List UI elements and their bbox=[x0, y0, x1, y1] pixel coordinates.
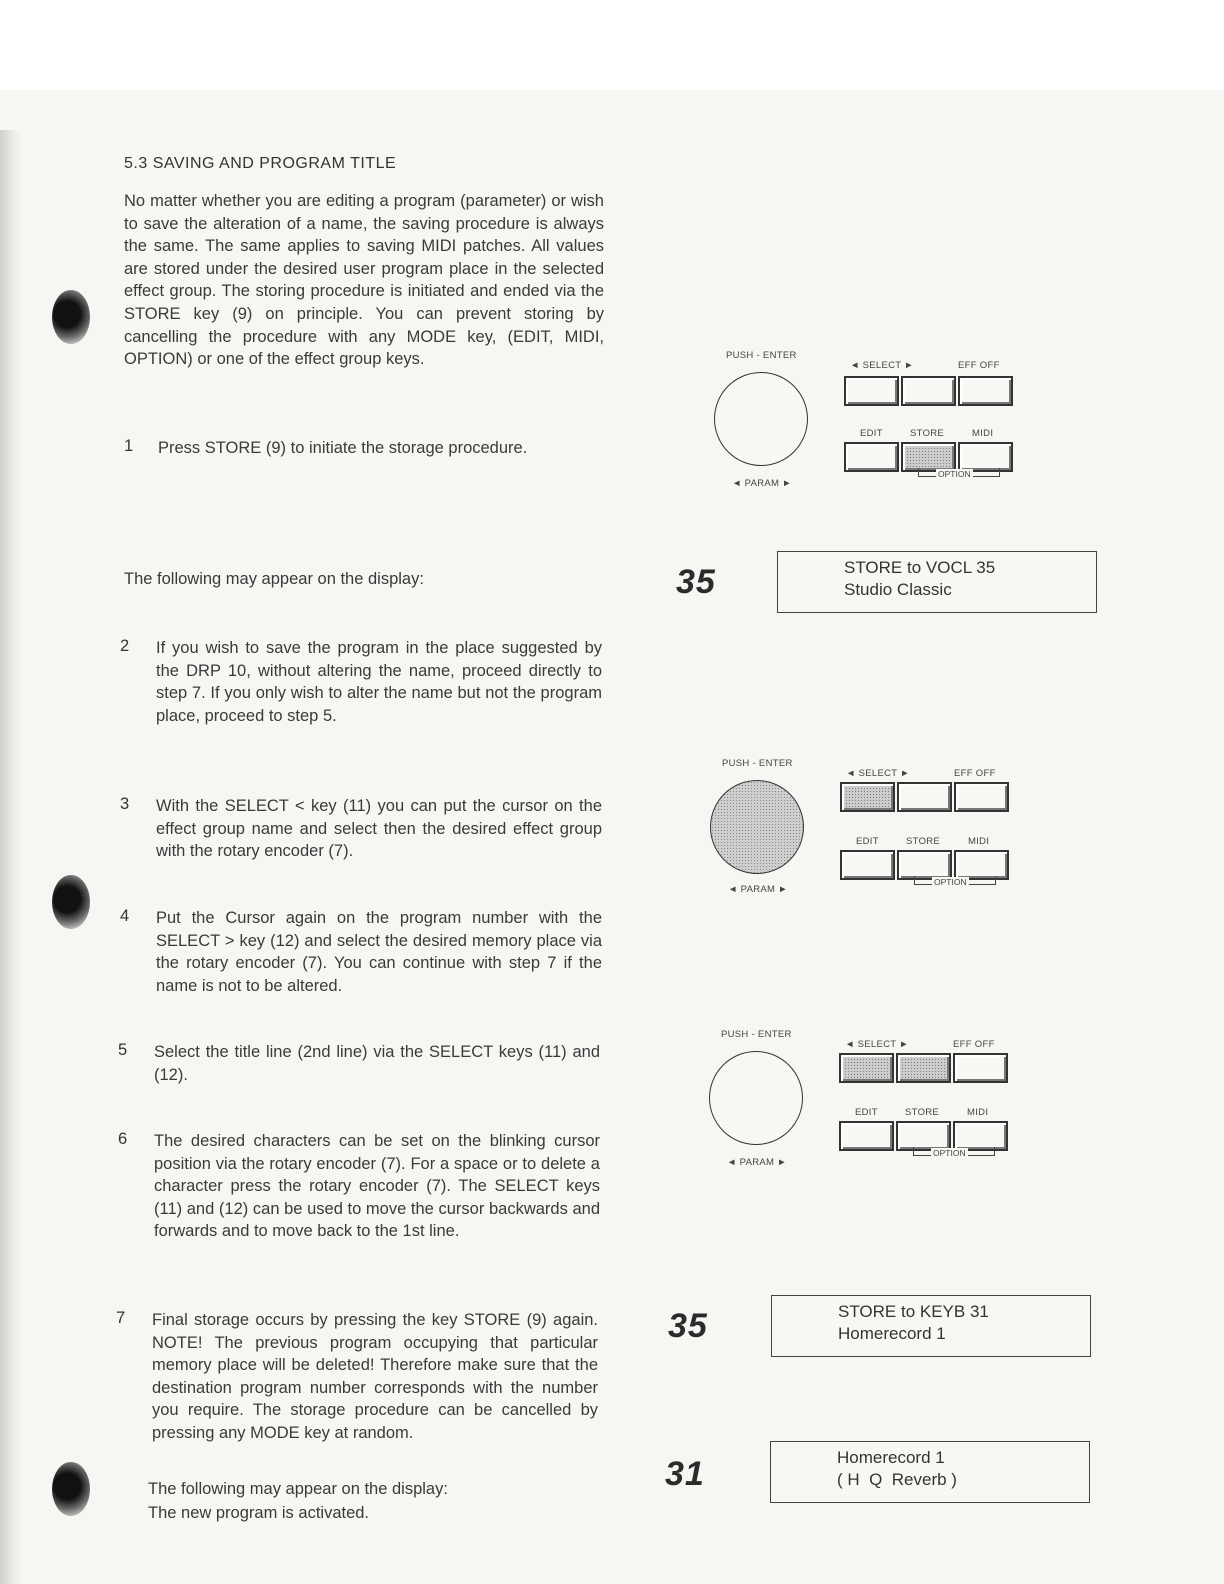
step-number: 1 bbox=[124, 437, 134, 455]
select-left-key bbox=[839, 1053, 894, 1083]
page-top-margin bbox=[0, 0, 1224, 90]
front-panel-illustration bbox=[706, 754, 1016, 904]
lcd-line-2: Studio Classic bbox=[844, 580, 952, 599]
program-number: 35 bbox=[676, 563, 716, 601]
binder-hole-icon bbox=[52, 875, 90, 929]
select-left-key bbox=[840, 782, 895, 812]
push-enter-label: PUSH - ENTER bbox=[726, 350, 797, 361]
edit-key bbox=[839, 1121, 894, 1151]
display-note: The following may appear on the display: bbox=[124, 570, 424, 588]
store-label: STORE bbox=[905, 1107, 940, 1118]
select-label: ◄ SELECT ► bbox=[850, 360, 914, 371]
lcd-display bbox=[771, 1295, 1091, 1357]
option-label: OPTION bbox=[938, 469, 971, 479]
edit-label: EDIT bbox=[855, 1107, 878, 1118]
step-number: 7 bbox=[116, 1309, 126, 1327]
step-text: With the SELECT < key (11) you can put the cursor on the effect group name and select then the desired effect group with the rotary encoder (7). bbox=[156, 797, 602, 861]
step-number: 2 bbox=[120, 637, 130, 655]
push-enter-label: PUSH - ENTER bbox=[721, 1029, 792, 1040]
select-label: ◄ SELECT ► bbox=[845, 1039, 909, 1050]
step-text: Put the Cursor again on the program number with the SELECT > key (12) and select the desired memory place via the rotary encoder (7). You can continue with step 7 if the name is not to be altered. bbox=[156, 909, 602, 995]
lcd-display bbox=[770, 1441, 1090, 1503]
lcd-line-2: ( H Q Reverb ) bbox=[837, 1470, 957, 1489]
param-label: ◄ PARAM ► bbox=[727, 1157, 787, 1168]
option-label: OPTION bbox=[933, 1148, 966, 1158]
store-label: STORE bbox=[910, 428, 945, 439]
eff-off-label: EFF OFF bbox=[958, 360, 1000, 371]
edit-key bbox=[844, 442, 899, 472]
eff-off-label: EFF OFF bbox=[953, 1039, 995, 1050]
edit-label: EDIT bbox=[856, 836, 879, 847]
step-number: 3 bbox=[120, 795, 130, 813]
scan-edge bbox=[0, 130, 22, 1584]
midi-label: MIDI bbox=[967, 1107, 989, 1118]
front-panel-illustration bbox=[710, 346, 1020, 496]
select-left-key bbox=[844, 376, 899, 406]
edit-key bbox=[840, 850, 895, 880]
lcd-display bbox=[777, 551, 1097, 613]
binder-hole-icon bbox=[52, 1462, 90, 1516]
rotary-encoder-icon bbox=[710, 780, 804, 874]
select-right-key bbox=[896, 1053, 951, 1083]
binder-hole-icon bbox=[52, 290, 90, 344]
section-title: 5.3 SAVING AND PROGRAM TITLE bbox=[124, 155, 397, 172]
rotary-encoder-icon bbox=[709, 1051, 803, 1145]
lcd-line-1: STORE to KEYB 31 bbox=[838, 1302, 989, 1321]
midi-label: MIDI bbox=[972, 428, 994, 439]
program-number: 31 bbox=[665, 1455, 705, 1493]
step-text: Press STORE (9) to initiate the storage procedure. bbox=[158, 439, 528, 457]
step-text: The desired characters can be set on the blinking cursor position via the rotary encoder (7). For a space or to delete a character press the rotary encoder (7). The SELECT keys (11) and (12) can be used to move the cursor backwards and forwards and to move back to the 1st line. bbox=[154, 1132, 600, 1241]
lcd-line-2: Homerecord 1 bbox=[838, 1324, 946, 1343]
select-label: ◄ SELECT ► bbox=[846, 768, 910, 779]
store-label: STORE bbox=[906, 836, 941, 847]
param-label: ◄ PARAM ► bbox=[732, 478, 792, 489]
push-enter-label: PUSH - ENTER bbox=[722, 758, 793, 769]
step-text: If you wish to save the program in the place suggested by the DRP 10, without altering the name, proceed directly to step 7. If you only wish to alter the name but not the program place, proceed to step 5. bbox=[156, 639, 602, 725]
select-right-key bbox=[901, 376, 956, 406]
select-right-key bbox=[897, 782, 952, 812]
intro-paragraph: No matter whether you are editing a program (parameter) or wish to save the alteration of a name, the saving procedure is always the same. The same applies to saving MIDI patches. All values are stored under the desired user program place in the selected effect group. The storing procedure is initiated and ended via the STORE key (9) on principle. You can prevent storing by cancelling the procedure with any MODE key, (EDIT, MIDI, OPTION) or one of the effect group keys. bbox=[124, 192, 604, 369]
param-label: ◄ PARAM ► bbox=[728, 884, 788, 895]
rotary-encoder-icon bbox=[714, 372, 808, 466]
select-key-row bbox=[840, 782, 1011, 812]
midi-label: MIDI bbox=[968, 836, 990, 847]
step-text: Final storage occurs by pressing the key STORE (9) again. NOTE! The previous program occupying that particular memory place will be deleted! Therefore make sure that the destination program number corresponds with the number you require. The storage procedure can be cancelled by pressing any MODE key at random. bbox=[152, 1311, 598, 1442]
step-number: 4 bbox=[120, 907, 130, 925]
activated-note: The new program is activated. bbox=[148, 1504, 370, 1522]
select-key-row bbox=[839, 1053, 1010, 1083]
eff-off-label: EFF OFF bbox=[954, 768, 996, 779]
step-number: 6 bbox=[118, 1130, 128, 1148]
eff-off-key bbox=[953, 1053, 1008, 1083]
select-key-row bbox=[844, 376, 1015, 406]
front-panel-illustration bbox=[705, 1025, 1015, 1175]
option-label: OPTION bbox=[934, 877, 967, 887]
eff-off-key bbox=[954, 782, 1009, 812]
lcd-line-1: STORE to VOCL 35 bbox=[844, 558, 996, 577]
display-note: The following may appear on the display: bbox=[148, 1480, 448, 1498]
eff-off-key bbox=[958, 376, 1013, 406]
program-number: 35 bbox=[668, 1307, 708, 1345]
edit-label: EDIT bbox=[860, 428, 883, 439]
step-text: Select the title line (2nd line) via the SELECT keys (11) and (12). bbox=[154, 1043, 600, 1084]
lcd-line-1: Homerecord 1 bbox=[837, 1448, 945, 1467]
step-number: 5 bbox=[118, 1041, 128, 1059]
